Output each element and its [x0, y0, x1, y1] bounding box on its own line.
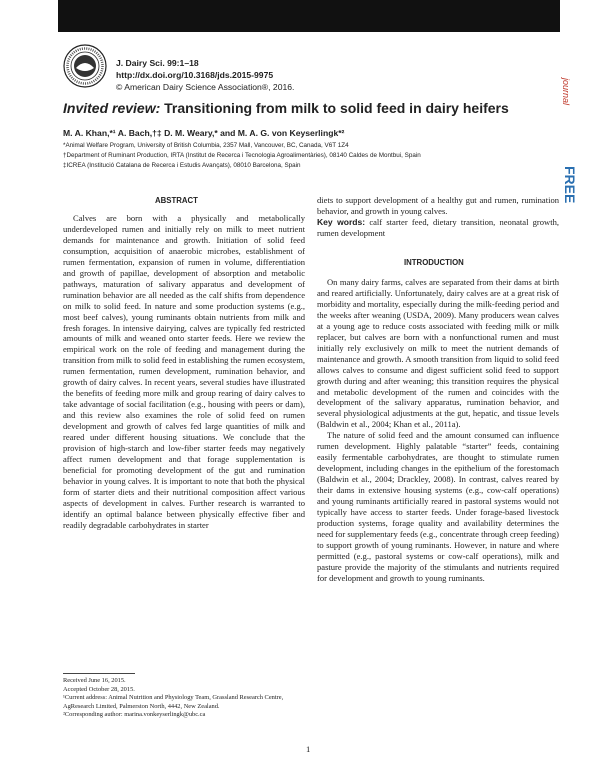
abstract-continued: diets to support development of a healthy gut and rumen, rumination behavior, and growth in young calves. [317, 195, 559, 216]
svg-text:FREE: FREE [562, 166, 578, 204]
journal-meta [116, 57, 294, 93]
keywords-label: Key words: [317, 216, 366, 227]
keywords [317, 217, 559, 239]
affiliation: †Department of Ruminant Production, IRTA (Institut de Recerca i Tecnologia Agroalimentàries), 08140 Caldes de Montbui, Spain [63, 151, 421, 159]
header-bar [58, 0, 560, 32]
corresponding-author: ²Corresponding author: marina.vonkeyserlingk@ubc.ca [63, 711, 206, 719]
abstract-heading: ABSTRACT [155, 196, 198, 205]
copyright: © American Dairy Science Association®, 2016. [116, 82, 295, 92]
current-address: ¹Current address: Animal Nutrition and Physiology Team, Grassland Research Centre, AgResearch Limited, Palmerston North, 4442, New Zealand. [63, 694, 284, 710]
footnote-rule [63, 673, 135, 674]
doi-link[interactable]: http://dx.doi.org/10.3168/jds.2015-9975 [116, 70, 274, 80]
introduction-body [317, 277, 559, 584]
accepted-date: Accepted October 28, 2015. [63, 685, 135, 693]
intro-paragraph: The nature of solid feed and the amount consumed can influence rumen development. Highly palatable “starter” feeds, containing easily fermentable carbohydrates, are thought to stimulate rumen development, including changes in the epithelium of the forestomach (Baldwin et al., 2004; Drackley, 2008). In contrast, calves reared by their dams in extensive housing systems (e.g., cow-calf operations) and young ruminants artificially reared in pastoral systems would not typically have access to starter feeds. Under forage-based livestock production systems, forage quality and availability determines the need for supplementary feeds (e.g., concentrate through creep feeding) to support growth of young ruminants. However, in nature and where permitted (e.g., pastoral systems or cow-calf operations), milk and pasture provide the majority of the stimulants and nutrients required for development and growth to young ruminants. [317, 430, 559, 583]
abstract-body [63, 213, 305, 531]
citation: J. Dairy Sci. 99:1–18 [116, 58, 199, 68]
svg-text:journal: journal [561, 78, 571, 106]
authors: M. A. Khan,*¹ A. Bach,†‡ D. M. Weary,* and M. A. G. von Keyserlingk*² [63, 128, 345, 138]
article-title [63, 100, 509, 116]
affiliations [63, 141, 421, 171]
society-seal-logo [63, 44, 107, 88]
title-main: Transitioning from milk to solid feed in dairy heifers [160, 100, 509, 116]
affiliation: *Animal Welfare Program, University of British Columbia, 2357 Mall, Vancouver, BC, Canada, V6T 1Z4 [63, 142, 349, 149]
keywords-text: calf starter feed, dietary transition, neonatal growth, rumen development [317, 216, 559, 238]
right-column [317, 195, 559, 239]
affiliation: ‡ICREA (Institució Catalana de Recerca i Estudis Avançats), 08010 Barcelona, Spain [63, 161, 301, 169]
abstract-text: Calves are born with a physically and metabolically underdeveloped rumen and initially rely on milk to meet nutrient demands for maintenance and growth. Initiation of solid feed consumption, acquisition of anaerobic microbes, establishment of rumen fermentation, expansion of rumen in volume, differentiation and growth of papillae, development of absorption and metabolic pathways, maturation of salivary apparatus and development of rumination behavior are all needed as the calf shifts from dependence on milk to solid feed. In nature and some production systems (e.g., most beef calves), young ruminants obtain nutrients from milk and fresh forages. In intensive dairying, calves are typically fed restricted amounts of milk and weaned onto starter feeds. Here we review the empirical work on the role of feeding and management during the transition from milk to solid feed in establishing the rumen ecosystem, rumen fermentation, rumen development, rumination behavior, and growth of dairy calves. In recent years, several studies have illustrated the benefits of feeding more milk and group rearing of dairy calves to take advantage of social facilitation (e.g., housing with peers or dam), and this review also examines the role of solid feed on rumen development and growth of calves fed large quantities of milk and reared under different housing situations. We conclude that the provision of high-starch and low-fiber starter feeds may negatively affect rumen development and that forage supplementation is beneficial for promoting development of the gut and rumination behavior in young calves. It is important to note that both the physical form of starter diets and their nutritional composition affect various aspects of development in calves. Further research is warranted to identify an optimal balance between physically effective fiber and readily degradable carbohydrates in starter [63, 213, 305, 530]
received-date: Received June 16, 2015. [63, 677, 126, 684]
title-prefix: Invited review: [63, 100, 161, 116]
free-access-badge-icon [557, 74, 583, 224]
footnotes [63, 677, 305, 720]
page-number: 1 [306, 744, 311, 754]
introduction-heading: INTRODUCTION [404, 258, 464, 267]
intro-paragraph: On many dairy farms, calves are separated from their dams at birth and reared artificially. Unfortunately, dairy calves are at a great risk of morbidity and mortality, especially during the milk-feeding period and the weeks after weaning (USDA, 2009). Many producers wean calves at a young age to reduce costs associated with feeding milk or milk replacer, but calves are born with a nonfunctional rumen and must initially rely exclusively on milk to meet the nutrient demands of maintenance and growth. A smooth transition from liquid to solid feed allows calves to consume and digest sufficient solid feed to support growth during and after weaning; this transition requires the physical and metabolic development of the rumen and coincides with the development of the salivary apparatus, rumination behavior, and several physiological adjustments at the gut, hepatic, and tissue levels (Baldwin et al., 2004; Khan et al., 2011a). [317, 277, 559, 430]
